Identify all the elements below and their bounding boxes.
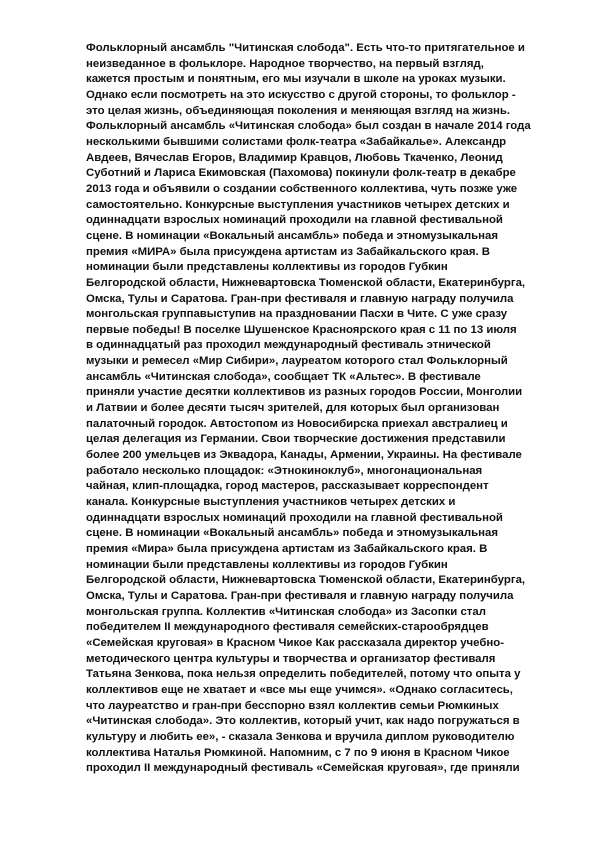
text-line: Белгородской области, Нижневартовска Тюменской области, Екатеринбурга, (86, 276, 526, 289)
text-line: палаточный городок. Автостопом из Новосибирска приехал австралиец и (86, 417, 508, 430)
text-line: канала. Конкурсные выступления участников четырех детских и (86, 496, 456, 509)
text-line: Фольклорный ансамбль "Читинская слобода". Есть что-то притягательное и (86, 42, 525, 54)
text-line: одиннадцати взрослых номинаций проходили на главной фестивальной (86, 511, 503, 524)
text-line: коллектива Наталья Рюмкиной. Напомним, с 7 по 9 июня в Красном Чикое (86, 746, 510, 759)
text-line: несколькими бывшими солистами фолк-театра «Забайкалье». Александр (86, 135, 507, 148)
text-line: Однако если посмотреть на это искусство с другой стороны, то фольклор - (86, 88, 516, 101)
text-line: «Семейская круговая» в Красном Чикое Как рассказала директор учебно- (86, 636, 505, 649)
text-line: проходил II международный фестиваль «Семейская круговая», где приняли (86, 762, 520, 775)
text-line: ансамбль «Читинская слобода», сообщает ТК «Альтес». В фестивале (86, 370, 481, 383)
text-line: номинации были представлены коллективы из городов Губкин (86, 558, 448, 571)
text-line: одиннадцати взрослых номинаций проходили на главной фестивальной (86, 214, 503, 227)
text-line: более 200 умельцев из Эквадора, Канады, Армении, Украины. На фестивале (86, 449, 522, 462)
text-line: что лауреатство и гран-при бесспорно взял коллектив семьи Рюмкиных (86, 699, 499, 712)
text-line: Омска, Тулы и Саратова. Гран-при фестиваля и главную награду получила (86, 292, 514, 305)
text-line: сцене. В номинации «Вокальный ансамбль» победа и этномузыкальная (86, 527, 498, 540)
text-line: монгольская группавыступив на праздновании Пасхи в Чите. С уже сразу (86, 308, 508, 321)
text-line: номинации были представлены коллективы из городов Губкин (86, 261, 448, 274)
text-line: работало несколько площадок: «Этнокиноклуб», многонациональная (86, 464, 483, 477)
text-line: целая делегация из Германии. Свои творческие достижения представили (86, 433, 506, 446)
text-line: монгольская группа. Коллектив «Читинская слобода» из Засопки стал (86, 605, 486, 618)
text-line: Суботний и Лариса Екимовская (Пахомова) покинули фолк-театр в декабре (86, 167, 516, 180)
text-line: премия «МИРА» была присуждена артистам из Забайкальского края. В (86, 245, 491, 258)
text-line: премия «Мира» была присуждена артистам из Забайкальского края. В (86, 543, 488, 555)
text-line: Белгородской области, Нижневартовска Тюменской области, Екатеринбурга, (86, 574, 526, 587)
text-line: Авдеев, Вячеслав Егоров, Владимир Кравцов, Любовь Ткаченко, Леонид (86, 151, 503, 164)
text-line: «Читинская слобода». Это коллектив, который учит, как надо погружаться в (86, 715, 520, 728)
text-line: кажется простым и понятным, его мы изучали в школе на уроках музыки. (86, 73, 506, 86)
text-line: сцене. В номинации «Вокальный ансамбль» победа и этномузыкальная (86, 229, 498, 242)
text-line: Фольклорный ансамбль «Читинская слобода» был создан в начале 2014 года (86, 120, 531, 133)
text-line: культуру и любить ее», - сказала Зенкова и вручила диплом руководителю (86, 730, 515, 743)
text-line: 2013 года и объявили о создании собственного коллектива, чуть позже уже (86, 182, 518, 195)
text-line: неизведанное в фольклоре. Народное творчество, на первый взгляд, (86, 57, 484, 70)
text-line: методического центра культуры и творчества и организатор фестиваля (86, 652, 496, 665)
text-line: приняли участие десятки коллективов из разных городов России, Монголии (86, 386, 523, 399)
text-line: в одиннадцатый раз проходил международный фестиваль этнической (86, 339, 491, 352)
text-line: Омска, Тулы и Саратова. Гран-при фестиваля и главную награду получила (86, 589, 514, 602)
text-line: музыки и ремесел «Мир Сибири», лауреатом которого стал Фольклорный (86, 355, 508, 368)
text-line: это целая жизнь, объединяющая поколения и меняющая взгляд на жизнь. (86, 104, 511, 117)
text-line: победителем II международного фестиваля семейских-старообрядцев (86, 621, 489, 634)
text-line: чайная, клип-площадка, город мастеров, рассказывает корреспондент (86, 480, 489, 493)
text-line: и Латвии и более десяти тысяч зрителей, для которых был организован (86, 402, 500, 415)
article-body (86, 41, 556, 777)
text-line: коллективов еще не хватает и «все мы еще учимся». «Однако согласитесь, (86, 683, 513, 696)
text-line: Татьяна Зенкова, пока нельзя определить победителей, потому что опыта у (86, 668, 521, 681)
text-line: самостоятельно. Конкурсные выступления участников четырех детских и (86, 198, 510, 211)
text-line: первые победы! В поселке Шушенское Красноярского края с 11 по 13 июля (86, 323, 517, 336)
